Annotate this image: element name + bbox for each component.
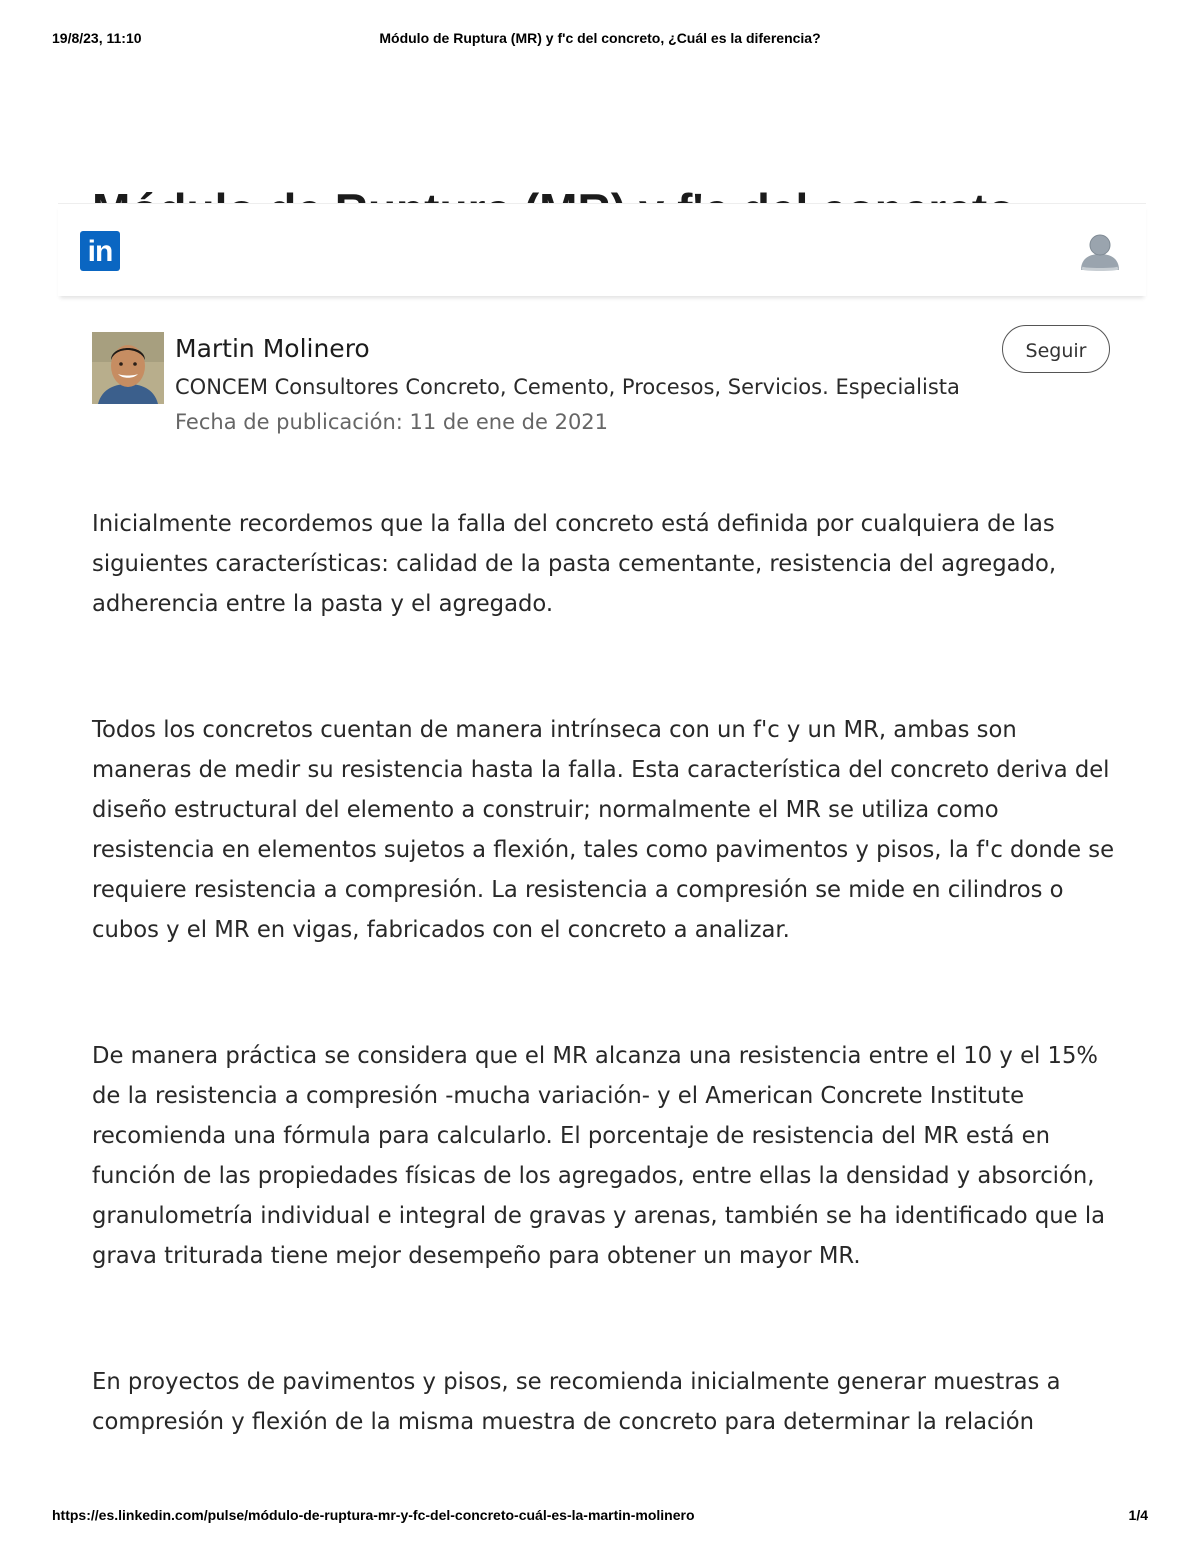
- article-title: [92, 182, 1142, 204]
- linkedin-logo-icon[interactable]: in: [80, 231, 120, 271]
- top-nav-bar: [58, 203, 1146, 296]
- author-photo: [92, 332, 164, 404]
- user-avatar-icon[interactable]: [1078, 230, 1122, 274]
- print-page-number: 1/4: [1128, 1507, 1148, 1523]
- publication-date: Fecha de publicación: 11 de ene de 2021: [175, 410, 609, 434]
- print-page-title: Módulo de Ruptura (MR) y f'c del concreto, ¿Cuál es la diferencia?: [379, 30, 821, 46]
- follow-button[interactable]: Seguir: [1002, 325, 1110, 373]
- print-url: https://es.linkedin.com/pulse/módulo-de-ruptura-mr-y-fc-del-concreto-cuál-es-la-martin-molinero: [52, 1507, 695, 1523]
- article-paragraph: De manera práctica se considera que el MR alcanza una resistencia entre el 10 y el 15% de la resistencia a compresión -mucha variación- y el American Concrete Institute recomienda una fórmula para calcularlo. El porcentaje de resistencia del MR está en función de las propiedades físicas de los agregados, entre ellas la densidad y absorción, granulometría individual e integral de gravas y arenas, también se ha identificado que la grava triturada tiene mejor desempeño para obtener un mayor MR.: [92, 1043, 1106, 1269]
- article-body: [92, 504, 1122, 1528]
- author-name[interactable]: Martin Molinero: [175, 334, 370, 363]
- print-header: [52, 30, 1148, 50]
- print-datetime: 19/8/23, 11:10: [52, 30, 142, 46]
- author-headline: CONCEM Consultores Concreto, Cemento, Procesos, Servicios. Especialista: [175, 375, 960, 399]
- article-paragraph: Todos los concretos cuentan de manera intrínseca con un f'c y un MR, ambas son maneras de medir su resistencia hasta la falla. Esta característica del concreto deriva del diseño estructural del elemento a construir; normalmente el MR se utiliza como resistencia en elementos sujetos a flexión, tales como pavimentos y pisos, la f'c donde se requiere resistencia a compresión. La resistencia a compresión se mide en cilindros o cubos y el MR en vigas, fabricados con el concreto a analizar.: [92, 717, 1115, 943]
- article-paragraph: En proyectos de pavimentos y pisos, se recomienda inicialmente generar muestras a compresión y flexión de la misma muestra de concreto para determinar la relación: [92, 1369, 1061, 1435]
- author-card: [92, 330, 1122, 440]
- print-footer: [52, 1507, 1148, 1527]
- article-paragraph: Inicialmente recordemos que la falla del concreto está definida por cualquiera de las siguientes características: calidad de la pasta cementante, resistencia del agregado, adherencia entre la pasta y el agregado.: [92, 511, 1057, 617]
- author-avatar[interactable]: [92, 332, 164, 404]
